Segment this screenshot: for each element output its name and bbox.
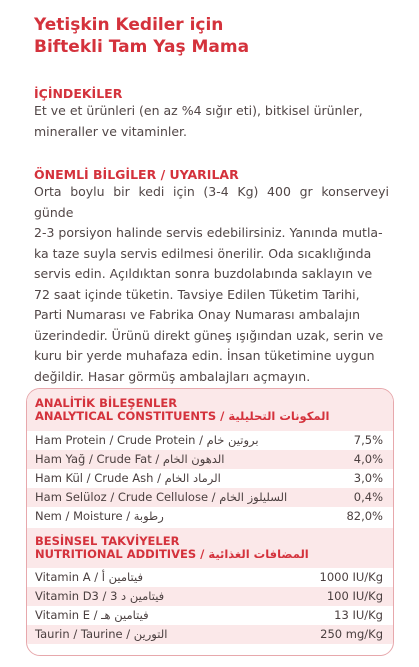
row-value: 13 IU/Kg (334, 608, 383, 622)
analytical-heading-en: ANALYTICAL CONSTITUENTS / (35, 409, 225, 423)
row-value: 4,0% (353, 452, 383, 466)
info-line: üzerindedir. Ürünü direkt güneş ışığından uzak, serin ve (34, 327, 384, 343)
row-value: 250 mg/Kg (320, 627, 383, 641)
row-value: 82,0% (346, 509, 383, 523)
row-label: Nem / Moisture / رطوبة (35, 509, 164, 523)
table-row (27, 488, 393, 507)
info-line: 72 saat içinde tüketin. Tavsiye Edilen Tüketim Tarihi, (34, 286, 360, 302)
product-title (34, 14, 249, 58)
row-label: Vitamin A / فيتامين أ (35, 570, 143, 584)
table-row (27, 431, 393, 450)
analytical-heading-tr: ANALİTİK BİLEŞENLER (35, 396, 178, 410)
additives-heading (35, 535, 309, 561)
table-row (27, 507, 393, 526)
table-row (27, 606, 393, 625)
row-label: Vitamin E / فيتامين هـ (35, 608, 149, 622)
info-heading: ÖNEMLİ BİLGİLER / UYARILAR (34, 167, 239, 182)
title-line-2: Biftekli Tam Yaş Mama (34, 37, 250, 57)
info-line: 2-3 porsiyon halinde servis edebilirsiniz. Yanında mutla- (34, 225, 383, 240)
row-label: Ham Selüloz / Crude Cellulose / السليلوز الخام (35, 490, 288, 504)
row-value: 0,4% (353, 490, 383, 504)
table-row (27, 625, 393, 644)
ingredients-text (34, 101, 389, 142)
additives-heading-en-ar (35, 548, 309, 561)
row-label: Ham Protein / Crude Protein / بروتين خام (35, 433, 259, 447)
additives-heading-en: NUTRITIONAL ADDITIVES / (35, 547, 205, 561)
table-row (27, 469, 393, 488)
info-text (34, 182, 389, 387)
table-row (27, 587, 393, 606)
analytical-heading-ar: المكونات التحليلية (228, 409, 330, 423)
info-line: ka taze suyla servis edilmesi önerilir. Oda sıcaklığında (34, 245, 372, 261)
info-line: Orta boylu bir kedi için (3-4 Kg) 400 gr konserveyi günde (34, 184, 389, 220)
info-line: Parti Numarası ve Fabrika Onay Numarası ambalajın (34, 307, 361, 322)
analytical-heading (35, 397, 329, 423)
ingredients-line-1: Et ve et ürünleri (en az %4 sığır eti), bitkisel ürünler, (34, 103, 363, 118)
row-value: 3,0% (353, 471, 383, 485)
row-value: 7,5% (353, 433, 383, 447)
row-label: Vitamin D3 / فيتامين د 3 (35, 589, 165, 603)
analytical-heading-en-ar (35, 410, 329, 423)
info-line: servis edin. Açıldıktan sonra buzdolabında saklayın ve (34, 266, 373, 281)
ingredients-line-2: mineraller ve vitaminler. (34, 123, 188, 139)
table-row (27, 450, 393, 469)
info-line: kuru bir yerde muhafaza edin. İnsan tüketimine uygun (34, 348, 375, 363)
title-line-1: Yetişkin Kediler için (34, 15, 224, 35)
info-line: değildir. Hasar görmüş ambalajları açmayın. (34, 368, 311, 384)
row-value: 100 IU/Kg (326, 589, 383, 603)
additives-heading-tr: BESİNSEL TAKVİYELER (35, 534, 180, 548)
row-value: 1000 IU/Kg (319, 570, 383, 584)
nutrition-table (26, 388, 394, 656)
row-label: Ham Yağ / Crude Fat / الدهون الخام (35, 452, 225, 466)
ingredients-heading: İÇİNDEKİLER (34, 86, 123, 101)
row-label: Ham Kül / Crude Ash / الرماد الخام (35, 471, 221, 485)
table-row (27, 568, 393, 587)
additives-heading-ar: المضافات الغذائية (208, 547, 309, 561)
row-label: Taurin / Taurine / التورين (35, 627, 168, 641)
